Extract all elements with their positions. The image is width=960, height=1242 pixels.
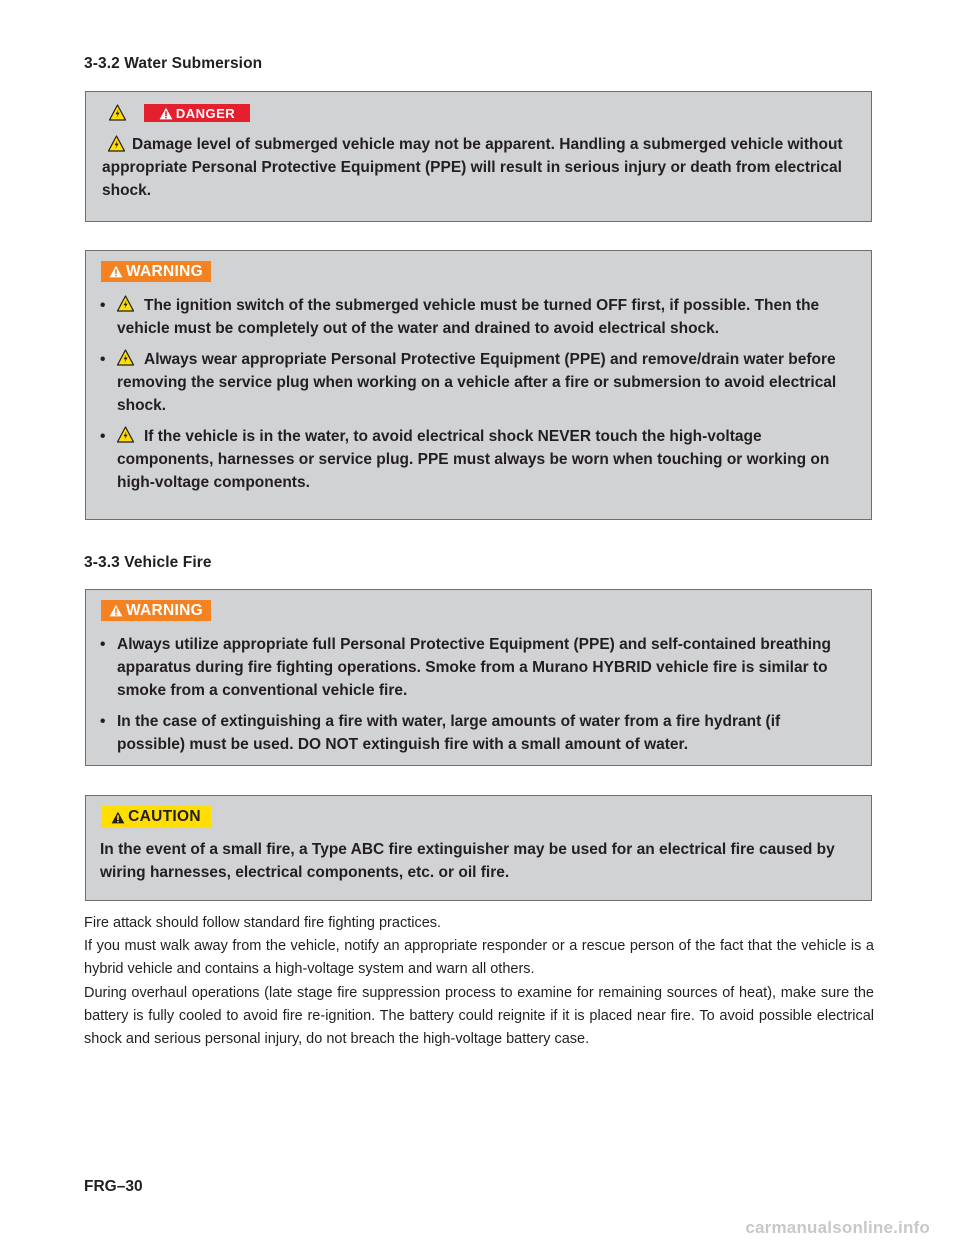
high-voltage-warning-icon <box>109 104 126 121</box>
high-voltage-warning-icon <box>117 426 134 443</box>
body-paragraph: If you must walk away from the vehicle, notify an appropriate responder or a rescue person of the fact that the vehicle is a hybrid vehicle and contains a high-voltage system and warn all others. <box>84 938 874 978</box>
danger-text: Damage level of submerged vehicle may not be apparent. Handling a submerged vehicle without appropriate Personal Protective Equipment (PPE) will result in serious injury or death from electrical shock. <box>102 136 843 199</box>
bullet: • <box>100 428 106 445</box>
warning-item-text: Always utilize appropriate full Personal Protective Equipment (PPE) and self-contained breathing apparatus during fire fighting operations. Smoke from a Murano HYBRID vehicle fire is similar to smoke from a conventional vehicle fire. <box>117 636 831 699</box>
body-paragraph: During overhaul operations (late stage fire suppression process to examine for remaining sources of heat), make sure the battery is fully cooled to avoid fire re-ignition. The battery could reignite if it is placed near fire. To avoid possible electrical shock and serious personal injury, do not breach the high-voltage battery case. <box>84 984 874 1048</box>
alert-triangle-icon <box>111 811 125 824</box>
warning-badge-label: WARNING <box>125 262 203 280</box>
list-item <box>86 348 873 417</box>
list-item <box>86 710 873 756</box>
bullet: • <box>100 713 106 730</box>
caution-badge <box>101 806 211 828</box>
watermark: carmanualsonline.info <box>745 1218 930 1237</box>
list-item <box>86 294 873 340</box>
warning-badge-label: WARNING <box>125 601 203 619</box>
body-text <box>84 912 874 1051</box>
page-number: FRG–30 <box>84 1178 143 1195</box>
alert-triangle-icon <box>159 107 173 120</box>
danger-badge <box>144 104 250 122</box>
section-heading-vehicle-fire: 3-3.3 Vehicle Fire <box>84 554 212 571</box>
bullet: • <box>100 351 106 368</box>
section-heading-water-submersion: 3-3.2 Water Submersion <box>84 55 263 72</box>
warning-item-text: If the vehicle is in the water, to avoid electrical shock NEVER touch the high-voltage components, harnesses or service plug. PPE must always be worn when touching or working on high-voltage components. <box>117 428 830 491</box>
list-item <box>86 633 873 702</box>
list-item <box>86 425 873 494</box>
warning-box-submersion <box>85 250 872 520</box>
alert-triangle-icon <box>109 265 123 278</box>
warning-list <box>86 294 873 502</box>
warning-badge <box>101 261 211 282</box>
bullet: • <box>100 636 106 653</box>
high-voltage-warning-icon <box>108 135 125 152</box>
warning-badge <box>101 600 211 621</box>
body-paragraph: Fire attack should follow standard fire fighting practices. <box>84 915 442 931</box>
warning-item-text: In the case of extinguishing a fire with water, large amounts of water from a fire hydrant (if possible) must be used. DO NOT extinguish fire with a small amount of water. <box>117 713 781 753</box>
caution-badge-label: CAUTION <box>128 808 201 825</box>
warning-box-fire <box>85 589 872 766</box>
alert-triangle-icon <box>109 604 123 617</box>
caution-box <box>85 795 872 901</box>
caution-text: In the event of a small fire, a Type ABC fire extinguisher may be used for an electrical fire caused by wiring harnesses, electrical components, etc. or oil fire. <box>100 841 835 881</box>
danger-badge-label: DANGER <box>175 105 236 121</box>
bullet: • <box>100 297 106 314</box>
high-voltage-warning-icon <box>117 295 134 312</box>
high-voltage-warning-icon <box>117 349 134 366</box>
warning-item-text: Always wear appropriate Personal Protective Equipment (PPE) and remove/drain water before removing the service plug when working on a vehicle after a fire or submersion to avoid electrical shock. <box>117 351 837 414</box>
warning-item-text: The ignition switch of the submerged vehicle must be turned OFF first, if possible. Then the vehicle must be completely out of the water and drained to avoid electrical shock. <box>117 297 820 337</box>
danger-text-block <box>102 133 852 202</box>
danger-box <box>85 91 872 222</box>
warning-list <box>86 633 873 764</box>
